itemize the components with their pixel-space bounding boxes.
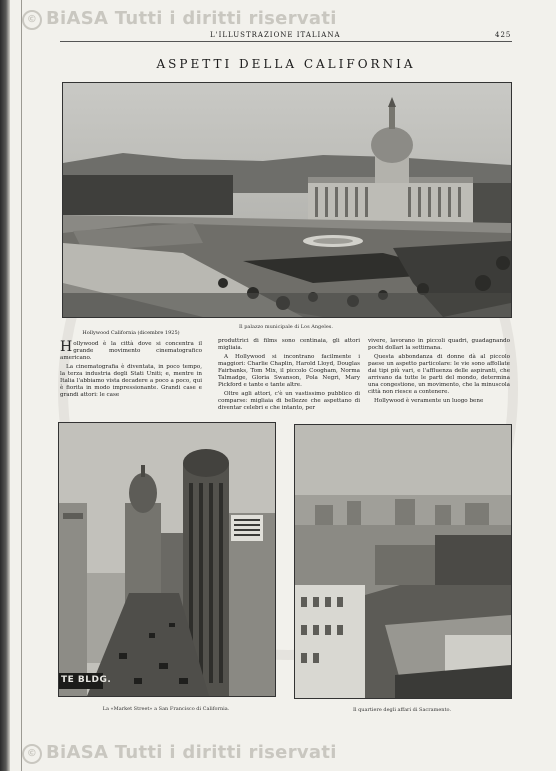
header-rule: [60, 41, 512, 42]
col3-paragraph-1: vivere, lavorano in piccoli quadri, guadagnando pochi dollari la settimana.: [368, 338, 510, 351]
caption-top-photo: Il palazzo municipale di Los Angeles.: [239, 324, 333, 330]
col3-paragraph-3: Hollywood è veramente un luogo bene: [374, 398, 484, 404]
photo-sacramento: [294, 424, 512, 699]
page-number: 425: [495, 31, 512, 39]
page-edge-line: [21, 0, 22, 771]
watermark-top: [22, 8, 337, 30]
drop-cap: H: [60, 339, 73, 355]
photo-los-angeles-city-hall: [62, 82, 512, 318]
watermark-bottom: [22, 742, 337, 764]
watermark-text: BiASA Tutti i diritti riservati: [46, 8, 337, 29]
caption-left-photo: La «Market Street» a San Francisco di California.: [102, 706, 230, 712]
col3-paragraph-2: Questa abbondanza di donne dà al piccolo paese un aspetto particolare: le vie sono affollate dai tipi più vari, e l'affluenza delle aspiranti, che arrivano da tutte le parti del mondo, determina una congestione, un movimento, che la minuscola città non riesce a contenere.: [368, 354, 510, 395]
dateline: Hollywood California (dicembre 1925): [82, 330, 180, 336]
text-column-2: [218, 338, 360, 414]
col2-paragraph-1: produttrici di films sono centinaia, gli attori migliaia.: [218, 338, 360, 351]
caption-right-photo: Il quartiere degli affari di Sacramento.: [352, 707, 452, 713]
col1-paragraph-2: La cinematografia è diventata, in poco tempo, la terza industria degli Stati Uniti; e, mentre in Italia l'abbiamo vista decadere a poco a poco, qui è fiorita in modo impressionante. Grandi case e grandi attori: le case: [60, 364, 202, 398]
text-column-3: [368, 338, 510, 407]
article-title: ASPETTI DELLA CALIFORNIA: [156, 57, 416, 71]
sacramento-image: [295, 425, 511, 698]
magazine-title: L'ILLUSTRAZIONE ITALIANA: [210, 31, 341, 39]
copyright-icon: ©: [22, 744, 42, 764]
watermark-text: BiASA Tutti i diritti riservati: [46, 742, 337, 763]
city-hall-image: [63, 83, 511, 317]
binding-spine: [0, 0, 10, 771]
col2-paragraph-2: A Hollywood si incontrano facilmente i maggiori: Charlie Chaplin, Harold Lloyd, Douglas Fairbanks, Tom Mix, il piccolo Coogham, Norma Talmadge, Gloria Swanson, Pola Negri, Mary Pickford e tante e tante altre.: [218, 354, 360, 388]
text-column-1: [60, 330, 202, 401]
market-street-image: [59, 423, 275, 696]
copyright-icon: ©: [22, 10, 42, 30]
col2-paragraph-3: Oltre agli attori, c'è un vastissimo pubblico di comparse: migliaia di bellezze che aspettano di diventar celebri e che intanto, per: [218, 391, 360, 411]
col1-paragraph-1: ollywood è la città dove si concentra il grande movimento cinematografico americano.: [60, 341, 202, 361]
photo-market-street: [58, 422, 276, 697]
te-bldg-sign: TE BLDG.: [61, 675, 112, 685]
